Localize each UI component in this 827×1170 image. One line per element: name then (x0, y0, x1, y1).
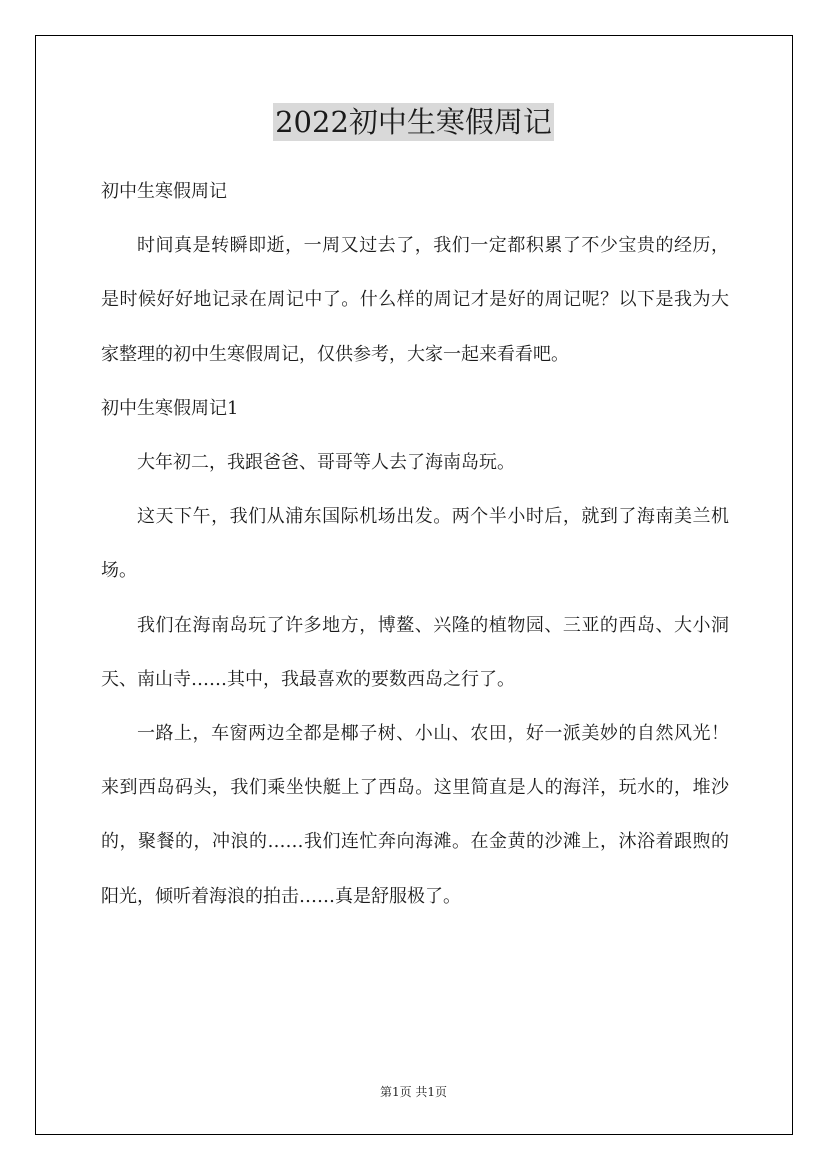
paragraph-subtitle: 初中生寒假周记 (101, 181, 227, 202)
page-footer: 第1页 共1页 (379, 1085, 448, 1099)
paragraph-section-heading: 初中生寒假周记1 (101, 397, 239, 419)
document-title: 2022初中生寒假周记 (275, 105, 552, 139)
document-body (101, 165, 729, 924)
title-container (0, 103, 827, 141)
paragraph-body: 我们在海南岛玩了许多地方，博鳌、兴隆的植物园、三亚的西岛、大小洞天、南山寺……其中，我最喜欢的要数西岛之行了。 (101, 614, 729, 690)
paragraph-body: 这天下午，我们从浦东国际机场出发。两个半小时后，就到了海南美兰机场。 (101, 506, 729, 582)
paragraph-intro: 时间真是转瞬即逝，一周又过去了，我们一定都积累了不少宝贵的经历，是时候好好地记录在周记中了。什么样的周记才是好的周记呢？以下是我为大家整理的初中生寒假周记，仅供参考，大家一起来看看吧。 (101, 235, 729, 365)
paragraph-body: 大年初二，我跟爸爸、哥哥等人去了海南岛玩。 (137, 452, 515, 474)
paragraph-body: 一路上，车窗两边全都是椰子树、小山、农田，好一派美妙的自然风光！来到西岛码头，我们乘坐快艇上了西岛。这里简直是人的海洋，玩水的，堆沙的，聚餐的，冲浪的……我们连忙奔向海滩。在金黄的沙滩上，沐浴着跟煦的阳光，倾听着海浪的拍击……真是舒服极了。 (101, 723, 729, 907)
